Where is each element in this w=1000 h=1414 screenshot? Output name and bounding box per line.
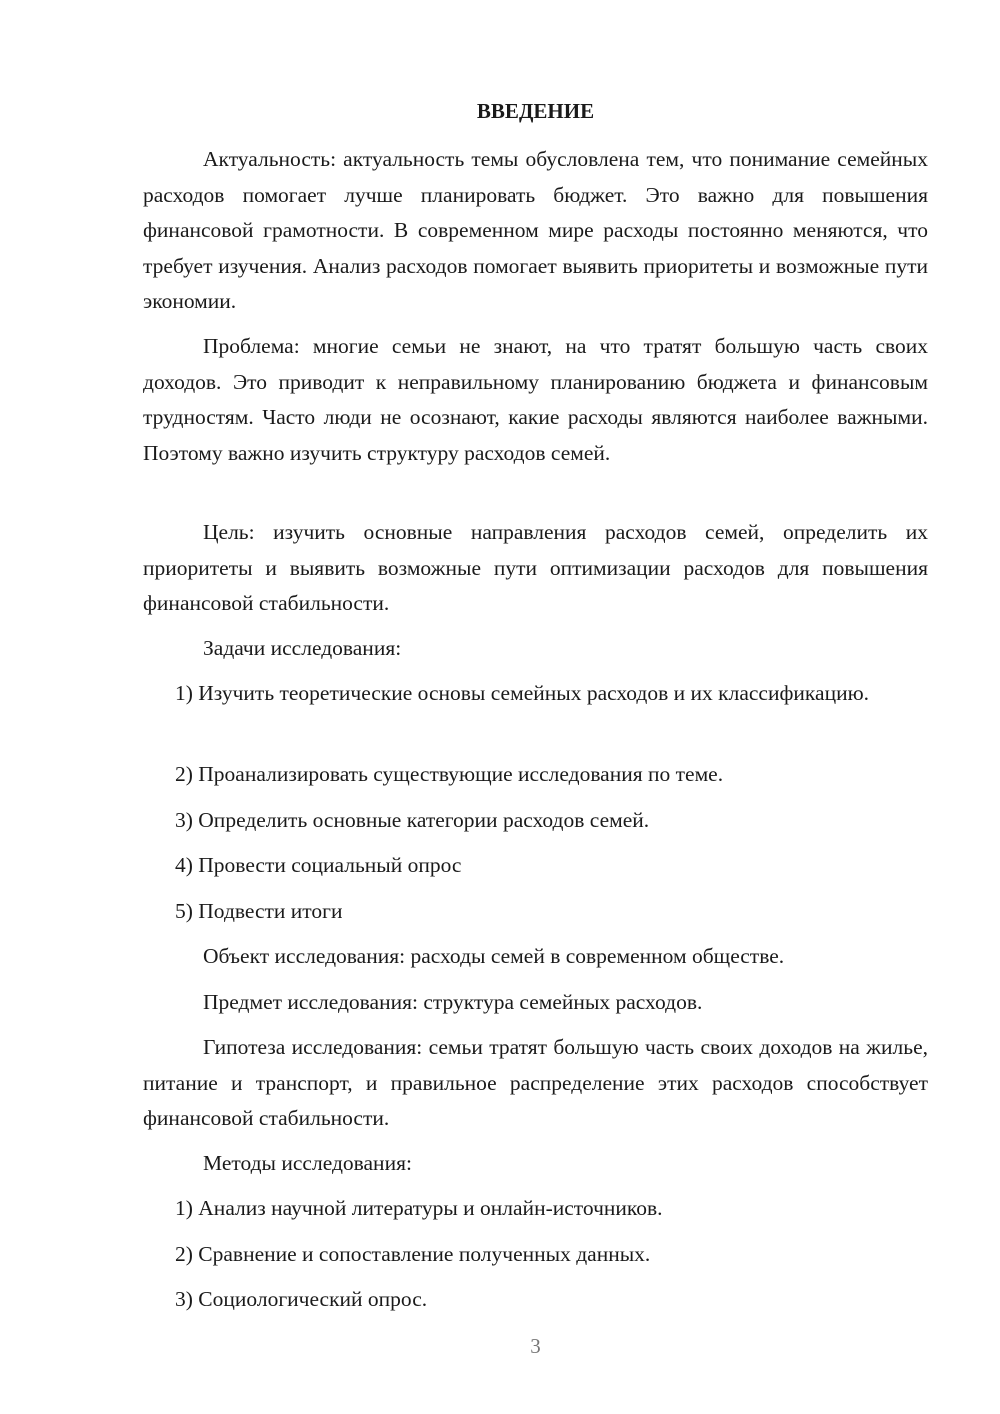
list-item: 1) Анализ научной литературы и онлайн-источников. xyxy=(175,1196,663,1220)
paragraph-relevance: Актуальность: актуальность темы обусловлена тем, что понимание семейных расходов помогает лучше планировать бюджет. Это важно для повышения финансовой грамотности. В современном мире расходы постоянно меняются, что требует изучения. Анализ расходов помогает выявить приоритеты и возможные пути экономии. xyxy=(143,147,928,313)
paragraph-methods-heading: Методы исследования: xyxy=(203,1151,412,1175)
list-item: 2) Проанализировать существующие исследования по теме. xyxy=(175,762,724,786)
list-item: 3) Социологический опрос. xyxy=(175,1287,428,1311)
page-title: ВВЕДЕНИЕ xyxy=(476,99,595,123)
list-item: 3) Определить основные категории расходов семей. xyxy=(175,808,650,832)
paragraph-goal: Цель: изучить основные направления расходов семей, определить их приоритеты и выявить возможные пути оптимизации расходов для повышения финансовой стабильности. xyxy=(143,520,928,615)
list-item: 2) Сравнение и сопоставление полученных данных. xyxy=(175,1242,651,1266)
list-item: 1) Изучить теоретические основы семейных расходов и их классификацию. xyxy=(175,681,870,705)
page-number: 3 xyxy=(530,1334,541,1358)
list-item: 5) Подвести итоги xyxy=(175,899,343,923)
paragraph-subject: Предмет исследования: структура семейных расходов. xyxy=(203,990,703,1014)
paragraph-problem: Проблема: многие семьи не знают, на что тратят большую часть своих доходов. Это приводит к неправильному планированию бюджета и финансовым трудностям. Часто люди не осознают, какие расходы являются наиболее важными. Поэтому важно изучить структуру расходов семей. xyxy=(143,334,928,465)
paragraph-tasks-heading: Задачи исследования: xyxy=(203,636,402,660)
document-page xyxy=(143,0,928,1414)
paragraph-object: Объект исследования: расходы семей в современном обществе. xyxy=(203,944,785,968)
list-item: 4) Провести социальный опрос xyxy=(175,853,462,877)
paragraph-hypothesis: Гипотеза исследования: семьи тратят большую часть своих доходов на жилье, питание и транспорт, и правильное распределение этих расходов способствует финансовой стабильности. xyxy=(143,1035,928,1130)
